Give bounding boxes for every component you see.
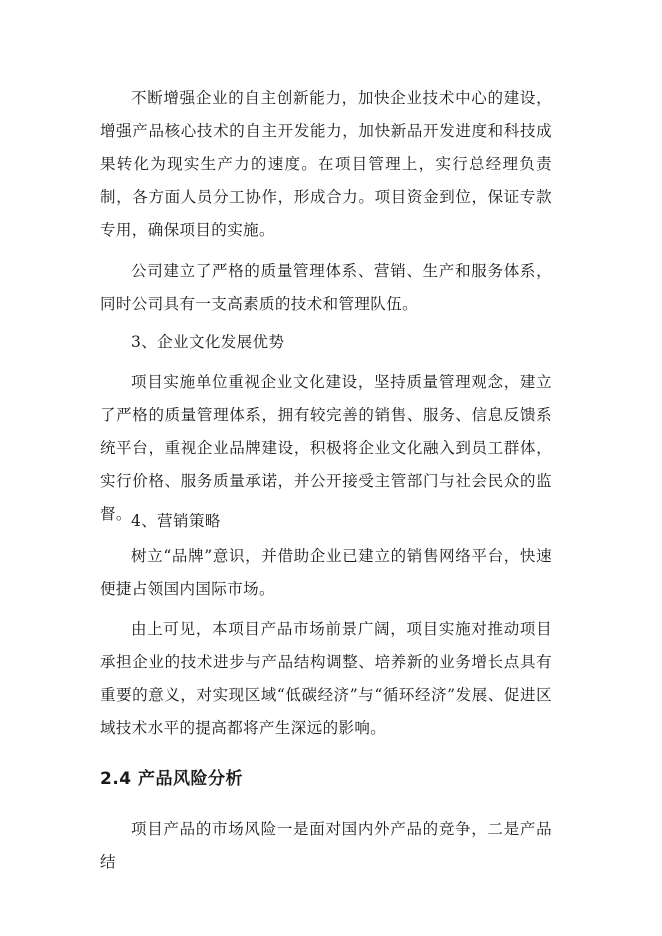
paragraph-conclusion: 由上可见，本项目产品市场前景广阔，项目实施对推动项目承担企业的技术进步与产品结构调整、培养新的业务增长点具有重要的意义，对实现区域“低碳经济”与“循环经济”发展、促进区域技术水平的提高都将产生深远的影响。 [100, 620, 552, 737]
paragraph-corporate-culture: 项目实施单位重视企业文化建设，坚持质量管理观念，建立了严格的质量管理体系，拥有较完善的销售、服务、信息反馈系统平台，重视企业品牌建设，积极将企业文化融入到员工群体，实行价格、服务质量承诺，并公开接受主管部门与社会民众的监督。 [100, 373, 552, 523]
section-title-product-risk: 2.4 产品风险分析 [100, 769, 244, 789]
subheading-corporate-culture: 3、企业文化发展优势 [131, 333, 285, 351]
paragraph-brand-awareness: 树立“品牌”意识，并借助企业已建立的销售网络平台，快速便捷占领国内国际市场。 [100, 547, 552, 598]
paragraph-quality-system: 公司建立了严格的质量管理体系、营销、生产和服务体系，同时公司具有一支高素质的技术和管理队伍。 [100, 262, 552, 313]
paragraph-market-risk: 项目产品的市场风险一是面对国内外产品的竞争，二是产品结 [100, 820, 552, 871]
subheading-marketing-strategy: 4、营销策略 [131, 512, 221, 530]
paragraph-innovation-management: 不断增强企业的自主创新能力，加快企业技术中心的建设，增强产品核心技术的自主开发能力，加快新品开发进度和科技成果转化为现实生产力的速度。在项目管理上，实行总经理负责制，各方面人员分工协作，形成合力。项目资金到位，保证专款专用，确保项目的实施。 [100, 89, 552, 239]
